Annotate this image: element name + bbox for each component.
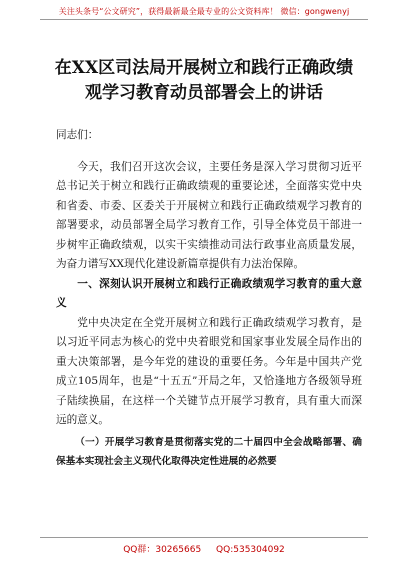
- paragraph-intro: 今天，我们召开这次会议，主要任务是深入学习贯彻习近平总书记关于树立和践行正确政绩观的重要论述，全面落实党中央和省委、市委、区委关于开展树立和践行正确政绩观学习教育的部署要求，动员部署全局学习教育工作，引导全体党员干部进一步树牢正确政绩观，以实干实绩推动司法行政事业高质量发展，为奋力谱写XX现代化建设新篇章提供有力法治保障。: [56, 160, 362, 270]
- header-divider: [40, 19, 368, 20]
- paragraph-significance: 党中央决定在全党开展树立和践行正确政绩观学习教育，是以习近平同志为核心的党中央着眼党和国家事业发展全局作出的重大决策部署，是今年党的建设的重要任务。今年是中国共产党成立105周年，也是“十五五”开局之年，又恰逢地方各级领导班子陆续换届，在这样一个关键节点开展学习教育，具有重大而深远的意义。: [56, 316, 362, 426]
- title-line-1: 在XX区司法局开展树立和践行正确政绩: [54, 58, 354, 78]
- footer-qq-number: QQ:535304092: [216, 545, 285, 555]
- header-banner: 关注头条号“公文研究”，获得最新最全最专业的公文资料库！ 微信：gongwenyj: [58, 7, 350, 16]
- footer-contact: [0, 542, 408, 555]
- title-line-2: 观学习教育动员部署会上的讲话: [85, 83, 323, 103]
- salutation: 同志们：: [56, 129, 99, 141]
- document-body: [56, 126, 362, 472]
- document-title: [32, 56, 376, 106]
- section-heading-1: 一、深刻认识开展树立和践行正确政绩观学习教育的重大意义: [56, 277, 362, 309]
- subsection-heading-1: （一）开展学习教育是贯彻落实党的二十届四中全会战略部署、确保基本实现社会主义现代化取得决定性进展的必然要: [56, 436, 362, 467]
- footer-divider: [40, 537, 368, 538]
- footer-qq-group: QQ群：30265665: [123, 545, 202, 555]
